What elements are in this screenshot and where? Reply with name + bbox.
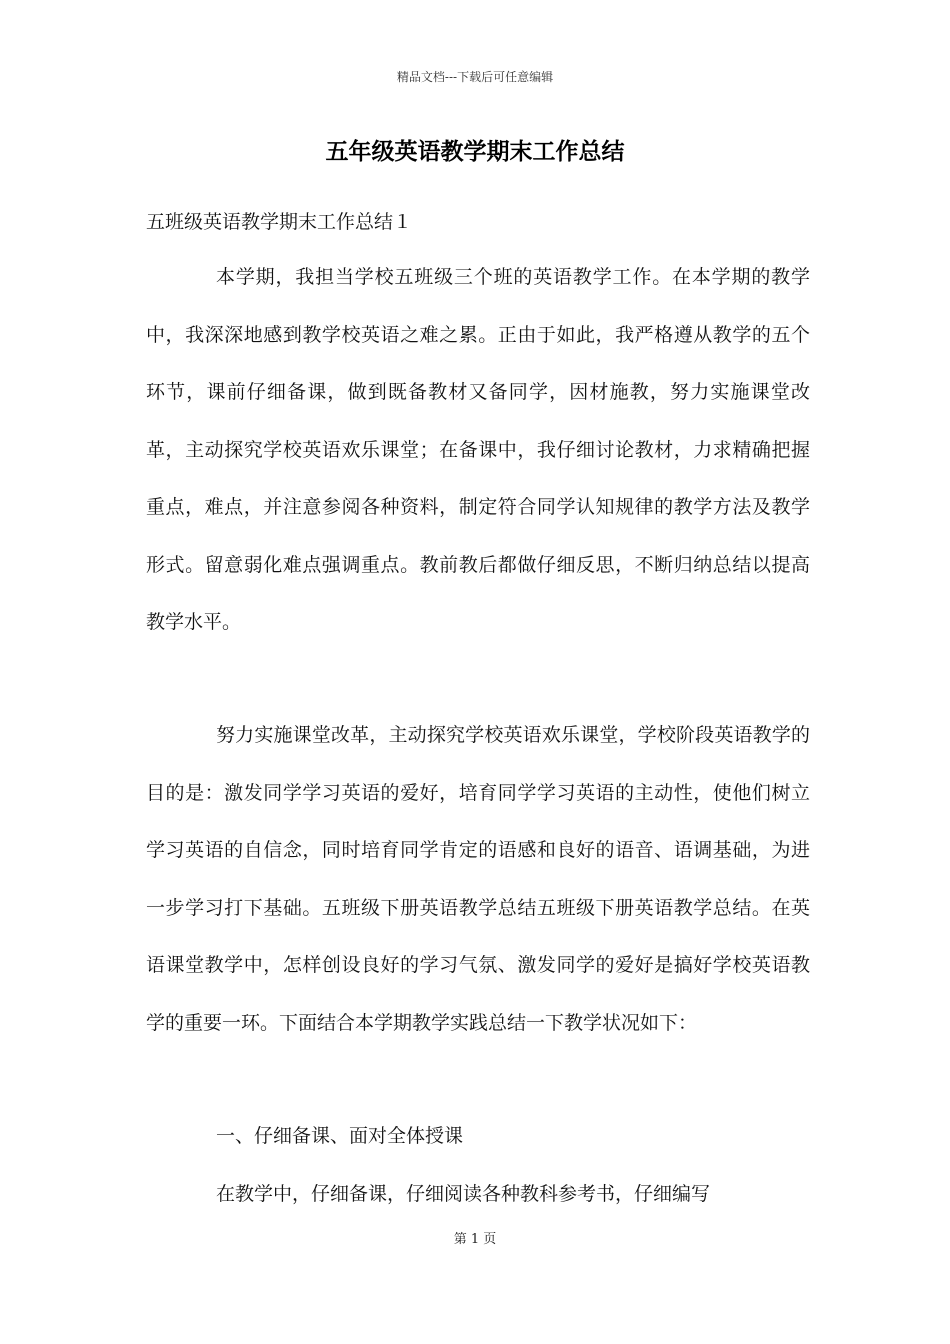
document-title: 五年级英语教学期末工作总结: [325, 138, 625, 165]
page-number: 第 1 页: [453, 1232, 497, 1247]
paragraph-1: 本学期，我担当学校五班级三个班的英语教学工作。在本学期的教学中，我深深地感到教学校英语之难之累。正由于如此，我严格遵从教学的五个环节，课前仔细备课，做到既备教材又备同学，因材施教，努力实施课堂改革，主动探究学校英语欢乐课堂；在备课中，我仔细讨论教材，力求精确把握重点，难点，并注意参阅各种资料，制定符合同学认知规律的教学方法及教学形式。留意弱化难点强调重点。教前教后都做仔细反思，不断归纳总结以提高教学水平。: [146, 266, 810, 633]
document-subtitle: 五班级英语教学期末工作总结１: [146, 211, 413, 233]
header-note: 精品文档---下载后可任意编辑: [396, 70, 554, 84]
paragraph-2: 努力实施课堂改革，主动探究学校英语欢乐课堂，学校阶段英语教学的目的是：激发同学学习英语的爱好，培育同学学习英语的主动性，使他们树立学习英语的自信念，同时培育同学肯定的语感和良好的语音、语调基础，为进一步学习打下基础。五班级下册英语教学总结五班级下册英语教学总结。在英语课堂教学中，怎样创设良好的学习气氛、激发同学的爱好是搞好学校英语教学的重要一环。下面结合本学期教学实践总结一下教学状况如下：: [146, 724, 810, 1034]
paragraph-3: 在教学中，仔细备课，仔细阅读各种教科参考书，仔细编写: [216, 1183, 711, 1205]
section-heading: 一、仔细备课、面对全体授课: [216, 1125, 464, 1147]
